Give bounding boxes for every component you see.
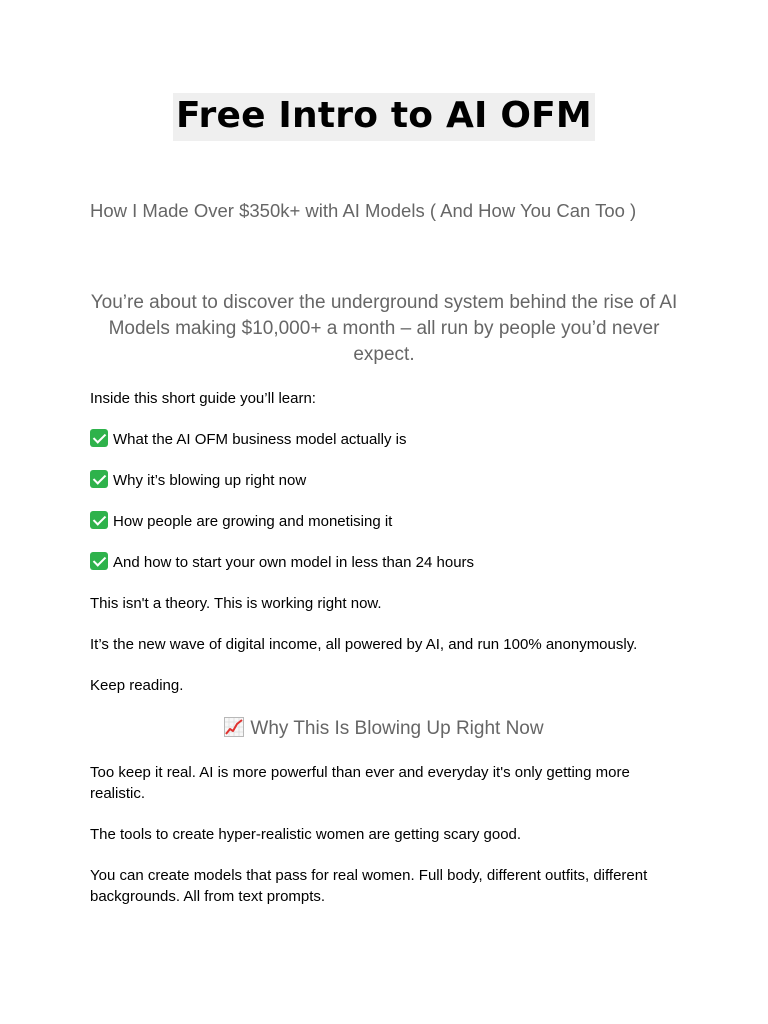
title-block bbox=[0, 93, 768, 141]
checklist-item-text: Why it’s blowing up right now bbox=[113, 472, 307, 489]
section-paragraph: You can create models that pass for real women. Full body, different outfits, different backgrounds. All from text prompts. bbox=[90, 867, 648, 905]
body-paragraph: This isn't a theory. This is working right now. bbox=[90, 595, 382, 612]
learn-heading: Inside this short guide you’ll learn: bbox=[90, 390, 316, 407]
check-mark-icon bbox=[90, 511, 108, 529]
subtitle: How I Made Over $350k+ with AI Models ( And How You Can Too ) bbox=[90, 200, 637, 221]
section-paragraph: The tools to create hyper-realistic women are getting scary good. bbox=[90, 826, 522, 843]
checklist-item-text: And how to start your own model in less than 24 hours bbox=[113, 554, 475, 571]
check-mark-icon bbox=[90, 552, 108, 570]
body-paragraph: It’s the new wave of digital income, all powered by AI, and run 100% anonymously. bbox=[90, 636, 638, 653]
chart-increasing-icon bbox=[224, 717, 244, 737]
section-heading-text: Why This Is Blowing Up Right Now bbox=[250, 718, 544, 739]
checklist-item bbox=[90, 552, 680, 573]
checklist-item bbox=[90, 511, 680, 532]
checklist-item-text: How people are growing and monetising it bbox=[113, 513, 393, 530]
section-paragraph: Too keep it real. AI is more powerful than ever and everyday it's only getting more realistic. bbox=[90, 764, 630, 802]
page-title: Free Intro to AI OFM bbox=[173, 93, 595, 141]
intro-paragraph: You’re about to discover the underground system behind the rise of AI Models making $10,000+ a month – all run by people you’d never expect. bbox=[90, 292, 678, 365]
checklist-item bbox=[90, 470, 680, 491]
checklist-item bbox=[90, 429, 680, 450]
body-paragraph: Keep reading. bbox=[90, 677, 184, 694]
checklist-item-text: What the AI OFM business model actually is bbox=[113, 431, 407, 448]
section-heading bbox=[0, 716, 768, 742]
check-mark-icon bbox=[90, 429, 108, 447]
check-mark-icon bbox=[90, 470, 108, 488]
